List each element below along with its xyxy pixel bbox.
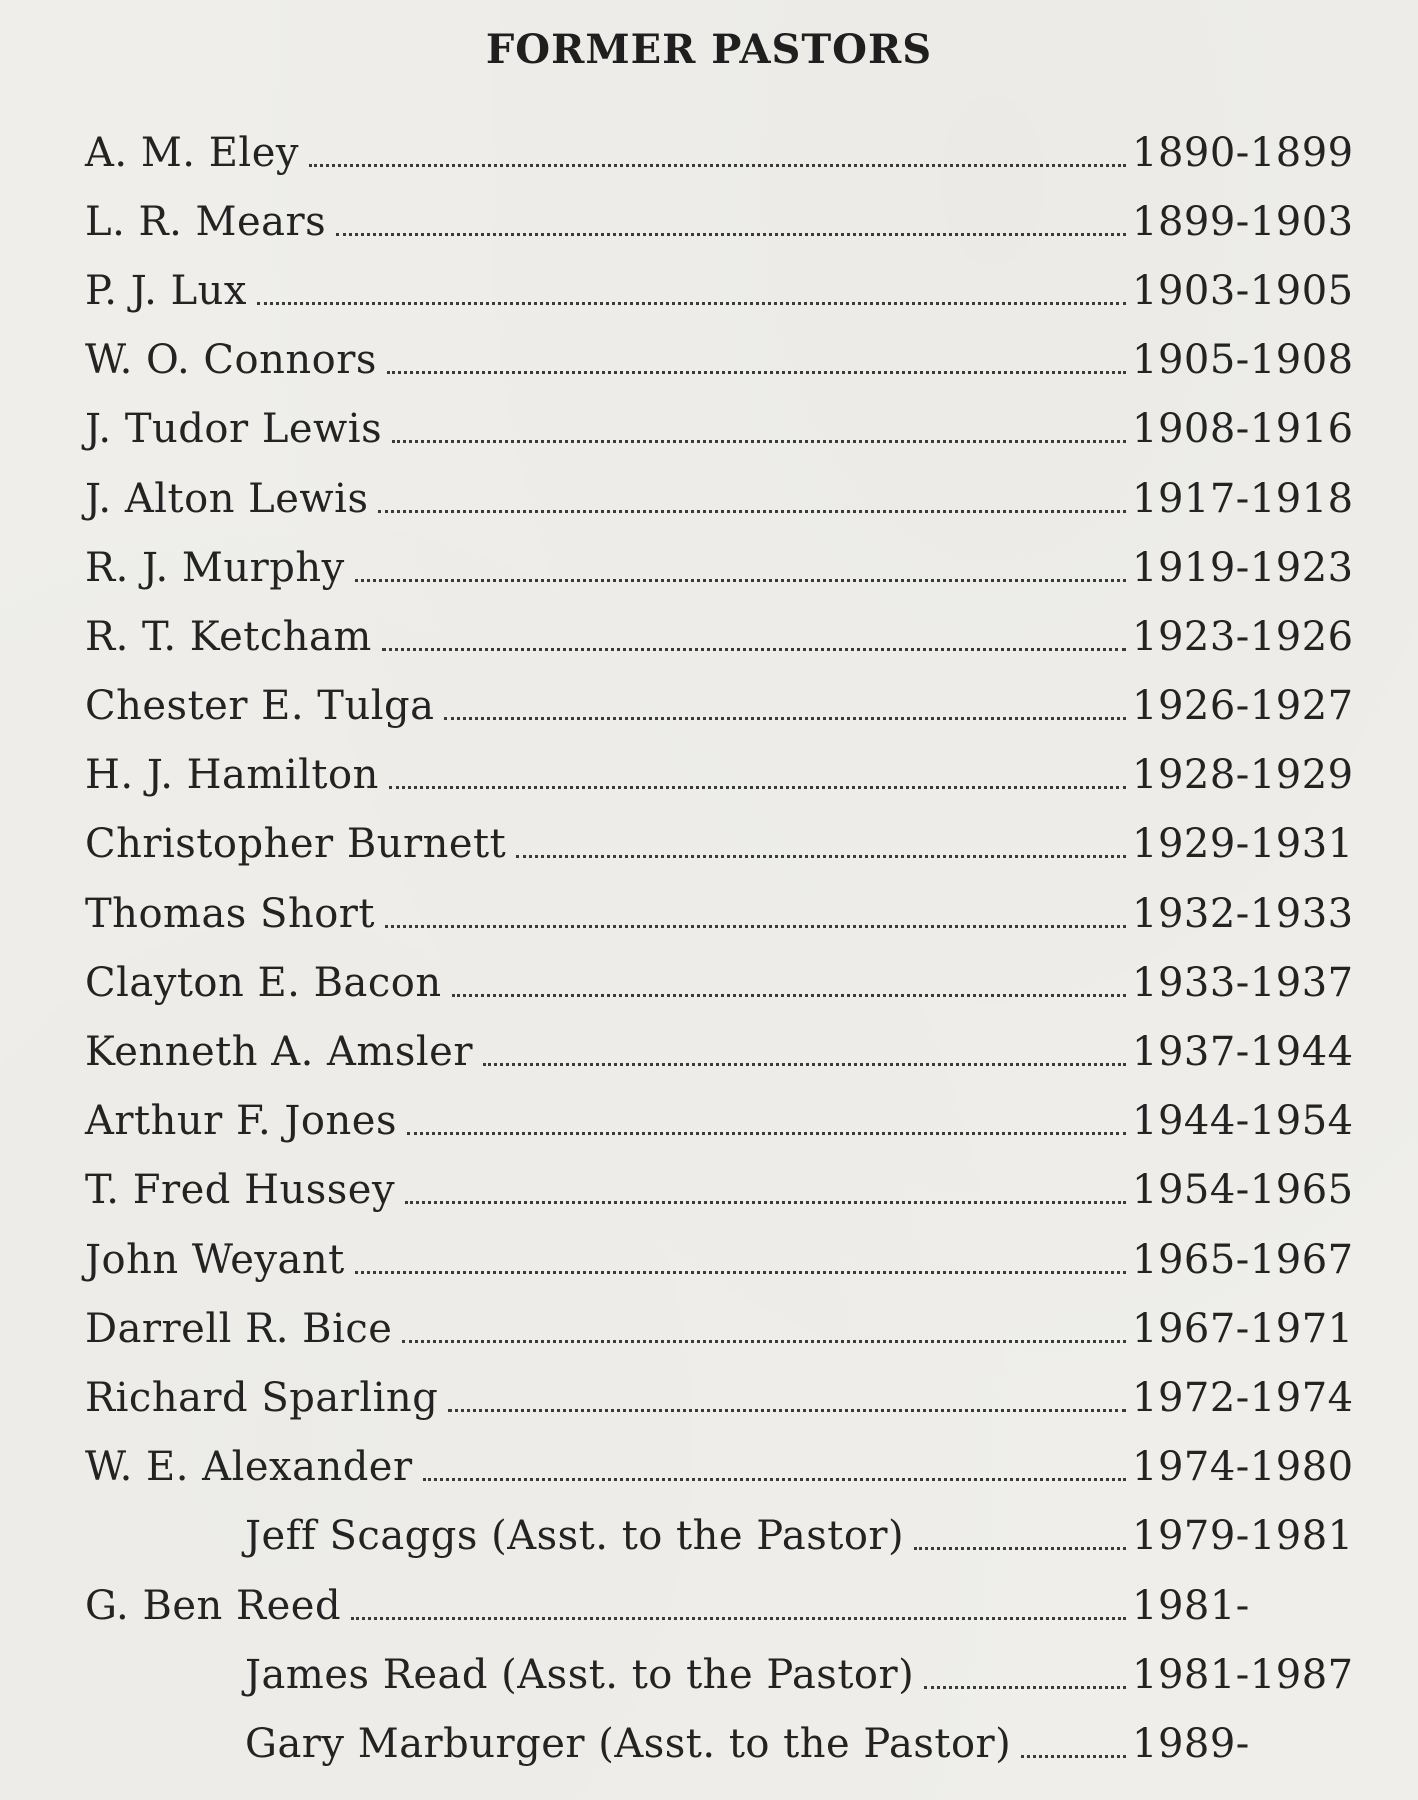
pastor-name: T. Fred Hussey: [85, 1167, 396, 1214]
dot-leader: [392, 439, 1126, 443]
pastor-name: W. E. Alexander: [85, 1444, 413, 1491]
list-item: [85, 1571, 1334, 1640]
list-item: [85, 187, 1354, 256]
pastor-years: 1932-1933: [1132, 890, 1354, 937]
pastor-name: J. Alton Lewis: [85, 475, 369, 522]
list-item: [85, 1433, 1354, 1502]
list-item: [85, 741, 1354, 810]
pastor-years: 1890-1899: [1132, 129, 1354, 176]
pastor-name: P. J. Lux: [85, 267, 247, 314]
dot-leader: [387, 370, 1126, 374]
list-item: [85, 464, 1354, 533]
list-item: [85, 1294, 1354, 1363]
list-item: [85, 395, 1354, 464]
pastor-name: G. Ben Reed: [85, 1582, 342, 1629]
pastor-name: Richard Sparling: [85, 1374, 439, 1421]
list-item: [85, 1087, 1354, 1156]
pastor-years: 1989-: [1132, 1720, 1250, 1767]
list-item: [85, 1709, 1334, 1778]
pastor-years: 1926-1927: [1132, 683, 1354, 730]
dot-leader: [336, 232, 1126, 236]
pastor-years: 1899-1903: [1132, 198, 1354, 245]
pastor-years: 1917-1918: [1132, 475, 1354, 522]
list-item: [85, 533, 1354, 602]
dot-leader: [309, 163, 1126, 167]
pastor-name: Gary Marburger (Asst. to the Pastor): [245, 1720, 1012, 1767]
list-item: [85, 1017, 1354, 1086]
dot-leader: [516, 854, 1126, 858]
pastor-name: R. J. Murphy: [85, 544, 345, 591]
list-item: [85, 1156, 1354, 1225]
dot-leader: [914, 1546, 1126, 1550]
pastor-name: Christopher Burnett: [85, 821, 507, 868]
list-item: [85, 256, 1354, 325]
pastor-years: 1972-1974: [1132, 1374, 1354, 1421]
dot-leader: [402, 1339, 1126, 1343]
pastor-name: J. Tudor Lewis: [85, 406, 383, 453]
pastor-list: [85, 118, 1354, 1779]
list-item: [85, 810, 1354, 879]
pastor-years: 1933-1937: [1132, 959, 1354, 1006]
pastor-years: 1905-1908: [1132, 337, 1354, 384]
pastor-years: 1908-1916: [1132, 406, 1354, 453]
pastor-years: 1944-1954: [1132, 1098, 1354, 1145]
pastor-years: 1981-: [1132, 1582, 1250, 1629]
dot-leader: [483, 1062, 1126, 1066]
pastor-years: 1937-1944: [1132, 1029, 1354, 1076]
dot-leader: [448, 1408, 1126, 1412]
pastor-years: 1903-1905: [1132, 267, 1354, 314]
dot-leader: [385, 924, 1126, 928]
dot-leader: [257, 301, 1126, 305]
pastor-years: 1967-1971: [1132, 1305, 1354, 1352]
list-item: [85, 118, 1354, 187]
pastor-years: 1928-1929: [1132, 752, 1354, 799]
pastor-years: 1954-1965: [1132, 1167, 1354, 1214]
pastor-name: James Read (Asst. to the Pastor): [245, 1651, 915, 1698]
list-item: [85, 672, 1354, 741]
pastor-name: Jeff Scaggs (Asst. to the Pastor): [245, 1513, 905, 1560]
pastor-years: 1979-1981: [1132, 1513, 1354, 1560]
dot-leader: [389, 785, 1126, 789]
pastor-years: 1929-1931: [1132, 821, 1354, 868]
dot-leader: [355, 1270, 1126, 1274]
dot-leader: [405, 1200, 1126, 1204]
list-item: [85, 879, 1354, 948]
pastor-name: L. R. Mears: [85, 198, 327, 245]
dot-leader: [382, 647, 1126, 651]
pastor-name: A. M. Eley: [85, 129, 299, 176]
pastor-years: 1965-1967: [1132, 1236, 1354, 1283]
dot-leader: [378, 509, 1126, 513]
dot-leader: [351, 1616, 1126, 1620]
pastor-years: 1923-1926: [1132, 613, 1354, 660]
list-item: [85, 1640, 1354, 1709]
dot-leader: [924, 1685, 1126, 1689]
list-item: [85, 1225, 1354, 1294]
pastor-years: 1974-1980: [1132, 1444, 1354, 1491]
pastor-name: Thomas Short: [85, 890, 375, 937]
dot-leader: [1021, 1754, 1126, 1758]
pastor-name: Darrell R. Bice: [85, 1305, 393, 1352]
list-item: [85, 326, 1354, 395]
pastor-name: Arthur F. Jones: [85, 1098, 397, 1145]
dot-leader: [444, 716, 1126, 720]
list-item: [85, 602, 1354, 671]
list-item: [85, 1502, 1354, 1571]
pastor-years: 1981-1987: [1132, 1651, 1354, 1698]
pastor-name: Chester E. Tulga: [85, 683, 435, 730]
page-title: FORMER PASTORS: [485, 26, 933, 73]
pastor-name: R. T. Ketcham: [85, 613, 372, 660]
pastor-years: 1919-1923: [1132, 544, 1354, 591]
dot-leader: [355, 578, 1126, 582]
pastor-name: W. O. Connors: [85, 337, 377, 384]
list-item: [85, 948, 1354, 1017]
pastor-name: Kenneth A. Amsler: [85, 1029, 473, 1076]
list-item: [85, 1363, 1354, 1432]
pastor-name: H. J. Hamilton: [85, 752, 379, 799]
pastor-name: John Weyant: [85, 1236, 345, 1283]
dot-leader: [452, 993, 1126, 997]
pastor-name: Clayton E. Bacon: [85, 959, 442, 1006]
dot-leader: [423, 1477, 1126, 1481]
dot-leader: [407, 1131, 1126, 1135]
